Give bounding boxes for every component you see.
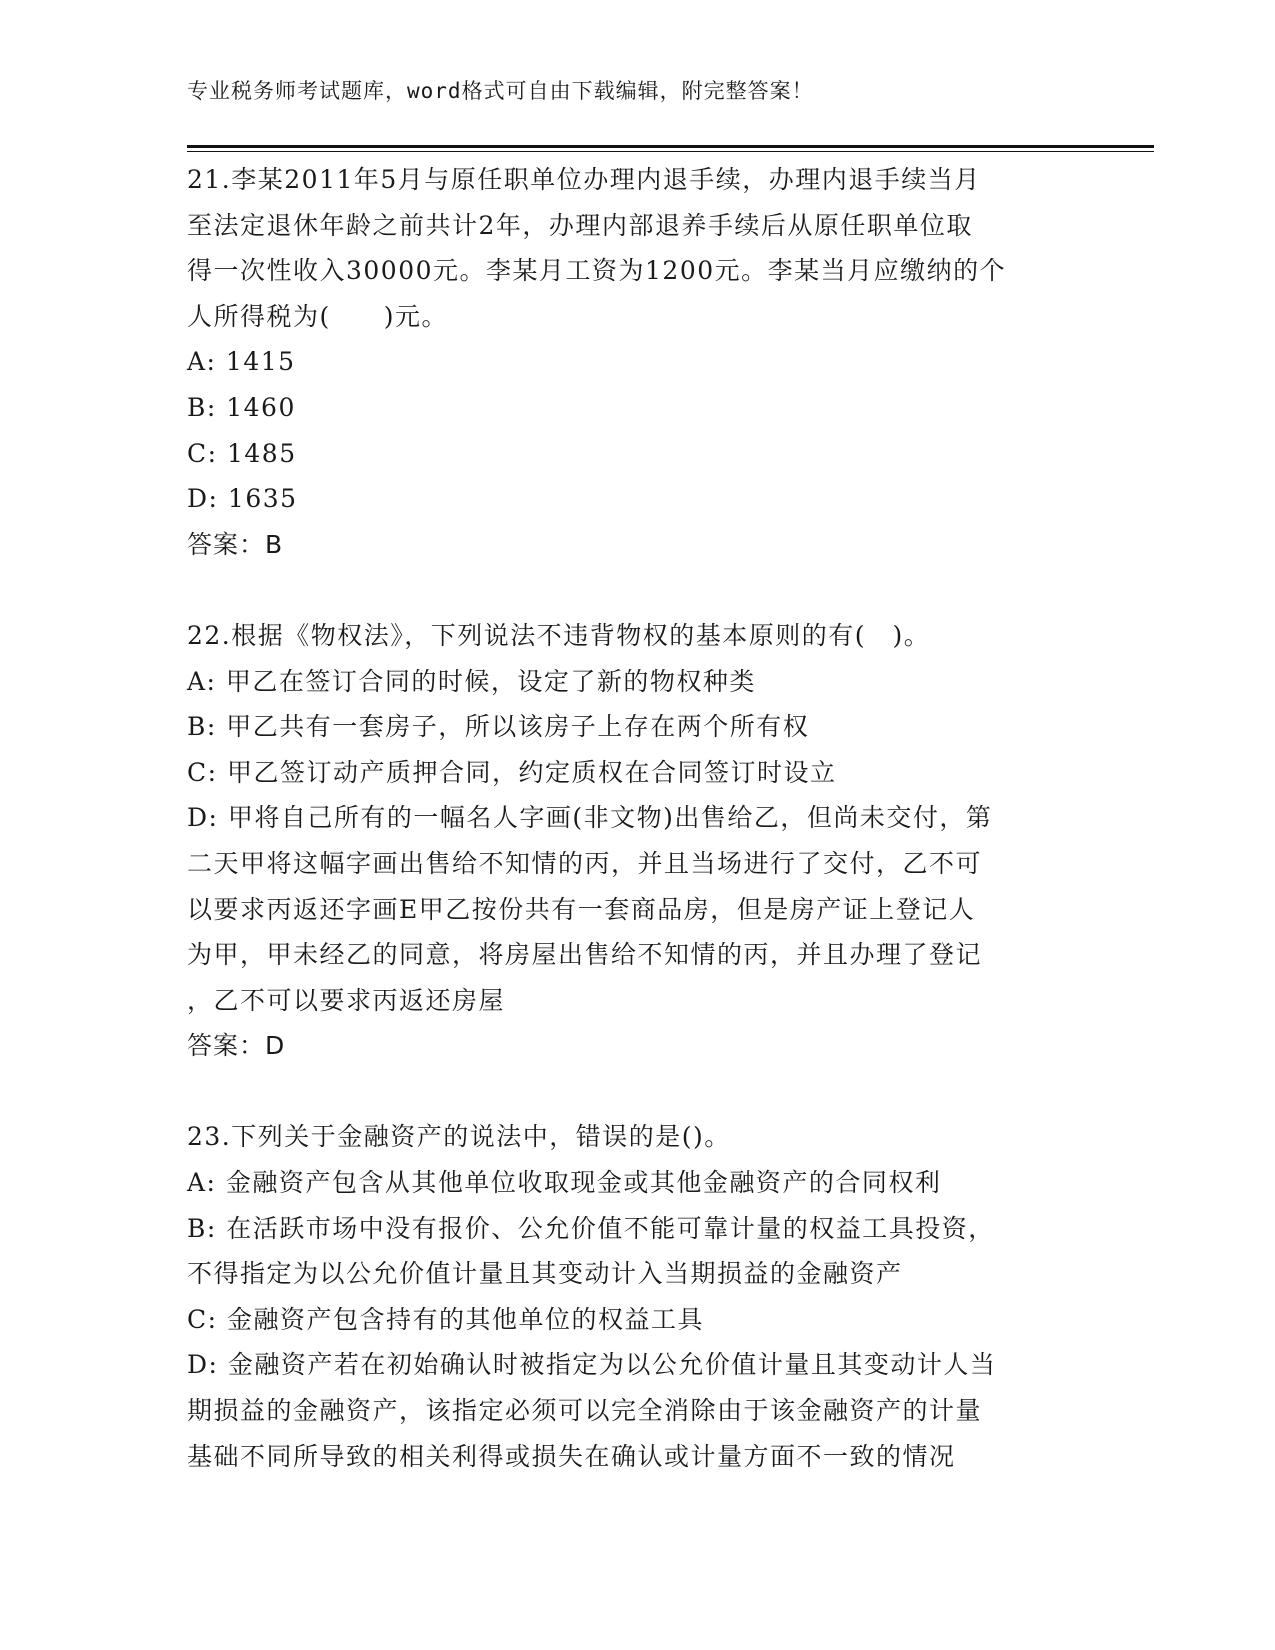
option-d: D: 甲将自己所有的一幅名人字画(非文物)出售给乙，但尚未交付，第 [187, 803, 993, 833]
question-stem-line: 人所得税为( )元。 [187, 301, 449, 331]
question-stem-line: 21.李某2011年5月与原任职单位办理内退手续，办理内退手续当月 [187, 165, 981, 194]
option-b: B: 甲乙共有一套房子，所以该房子上存在两个所有权 [187, 712, 810, 742]
question-23 [187, 1114, 1087, 1479]
option-c: C: 1485 [187, 438, 297, 468]
header-rule-thin [187, 151, 1154, 152]
option-c: C: 甲乙签订动产质押合同，约定质权在合同签订时设立 [187, 757, 837, 787]
option-d-continued: 以要求丙返还字画E甲乙按份共有一套商品房，但是房产证上登记人 [187, 894, 976, 924]
option-b: B: 1460 [187, 392, 296, 422]
question-spacer [187, 567, 1087, 613]
question-21 [187, 157, 1087, 567]
option-a: A: 1415 [187, 347, 296, 377]
option-d: D: 金融资产若在初始确认时被指定为以公允价值计量且其变动计人当 [187, 1350, 997, 1380]
question-list [187, 157, 1087, 1479]
question-stem-line: 得一次性收入30000元。李某月工资为1200元。李某当月应缴纳的个 [187, 256, 1007, 286]
option-b: B: 在活跃市场中没有报价、公允价值不能可靠计量的权益工具投资， [187, 1213, 995, 1243]
option-d: D: 1635 [187, 484, 298, 514]
option-a: A: 甲乙在签订合同的时候，设定了新的物权种类 [187, 666, 756, 696]
option-d-continued: 二天甲将这幅字画出售给不知情的丙，并且当场进行了交付，乙不可 [187, 848, 983, 878]
option-d-continued: 期损益的金融资产，该指定必须可以完全消除由于该金融资产的计量 [187, 1396, 983, 1426]
header-rule-thick [187, 145, 1154, 148]
option-c: C: 金融资产包含持有的其他单位的权益工具 [187, 1304, 704, 1334]
option-d-continued: 为甲，甲未经乙的同意，将房屋出售给不知情的丙，并且办理了登记 [187, 940, 983, 970]
question-stem-line: 23.下列关于金融资产的说法中，错误的是()。 [187, 1122, 731, 1152]
question-stem-line: 至法定退休年龄之前共计2年，办理内部退养手续后从原任职单位取 [187, 210, 973, 240]
option-a: A: 金融资产包含从其他单位收取现金或其他金融资产的合同权利 [187, 1168, 942, 1198]
answer-line: 答案：B [187, 529, 284, 559]
option-b-continued: 不得指定为以公允价值计量且其变动计入当期损益的金融资产 [187, 1259, 903, 1289]
question-22 [187, 613, 1087, 1069]
question-stem-line: 22.根据《物权法》，下列说法不违背物权的基本原则的有( )。 [187, 620, 931, 650]
page-header: 专业税务师考试题库，word格式可自由下载编辑，附完整答案！ [187, 79, 814, 103]
question-spacer [187, 1069, 1087, 1115]
option-d-continued: 基础不同所导致的相关利得或损失在确认或计量方面不一致的情况 [187, 1441, 956, 1471]
option-d-continued: ，乙不可以要求丙返还房屋 [187, 985, 506, 1015]
answer-line: 答案：D [187, 1031, 286, 1061]
